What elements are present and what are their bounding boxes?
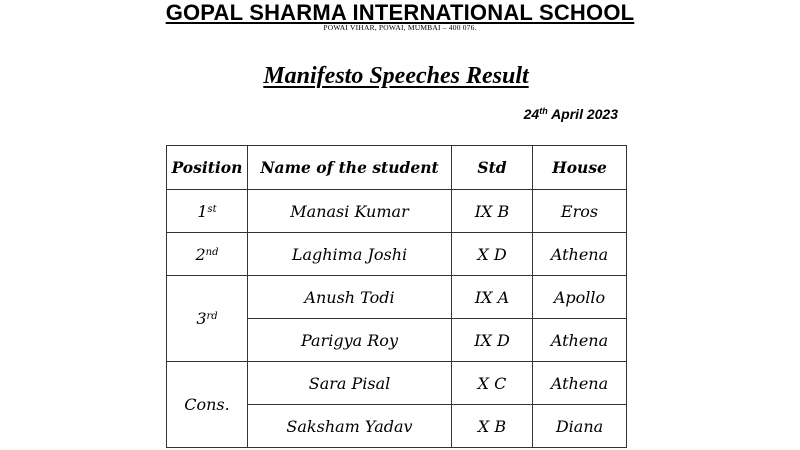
student-name: Saksham Yadav bbox=[248, 405, 452, 448]
student-std: X C bbox=[452, 362, 533, 405]
header-position: Position bbox=[167, 146, 248, 190]
position-cell bbox=[167, 276, 248, 362]
date-rest: April 2023 bbox=[547, 106, 618, 122]
table-row bbox=[167, 276, 627, 319]
student-name: Manasi Kumar bbox=[248, 190, 452, 233]
student-house: Apollo bbox=[533, 276, 627, 319]
table-row bbox=[167, 362, 627, 405]
position-cell bbox=[167, 190, 248, 233]
position-value: 3 bbox=[196, 309, 207, 328]
table-header-row bbox=[167, 146, 627, 190]
header-std: Std bbox=[452, 146, 533, 190]
position-suffix: rd bbox=[206, 311, 218, 322]
student-name: Sara Pisal bbox=[248, 362, 452, 405]
student-house: Athena bbox=[533, 319, 627, 362]
student-name: Anush Todi bbox=[248, 276, 452, 319]
student-std: IX A bbox=[452, 276, 533, 319]
student-name: Parigya Roy bbox=[248, 319, 452, 362]
table-row bbox=[167, 233, 627, 276]
student-std: IX D bbox=[452, 319, 533, 362]
date-suffix: th bbox=[539, 106, 548, 116]
student-house: Athena bbox=[533, 233, 627, 276]
student-std: X B bbox=[452, 405, 533, 448]
results-table bbox=[166, 145, 627, 448]
position-cell bbox=[167, 233, 248, 276]
position-suffix: st bbox=[207, 203, 217, 215]
position-value: Cons. bbox=[184, 395, 230, 414]
student-house: Eros bbox=[533, 190, 627, 233]
position-value: 1 bbox=[197, 201, 208, 221]
school-address: POWAI VIHAR, POWAI, MUMBAI – 400 076. bbox=[323, 23, 477, 32]
student-name: Laghima Joshi bbox=[248, 233, 452, 276]
document-date bbox=[524, 106, 618, 122]
student-std: X D bbox=[452, 233, 533, 276]
position-cell bbox=[167, 362, 248, 448]
school-name: GOPAL SHARMA INTERNATIONAL SCHOOL bbox=[165, 0, 635, 25]
student-std: IX B bbox=[452, 190, 533, 233]
position-value: 2 bbox=[195, 244, 206, 264]
position-suffix: nd bbox=[205, 246, 219, 258]
table-row bbox=[167, 190, 627, 233]
header-name: Name of the student bbox=[248, 146, 452, 190]
header-house: House bbox=[533, 146, 627, 190]
student-house: Athena bbox=[533, 362, 627, 405]
document-title: Manifesto Speeches Result bbox=[263, 63, 529, 89]
date-day: 24 bbox=[523, 106, 540, 122]
student-house: Diana bbox=[533, 405, 627, 448]
